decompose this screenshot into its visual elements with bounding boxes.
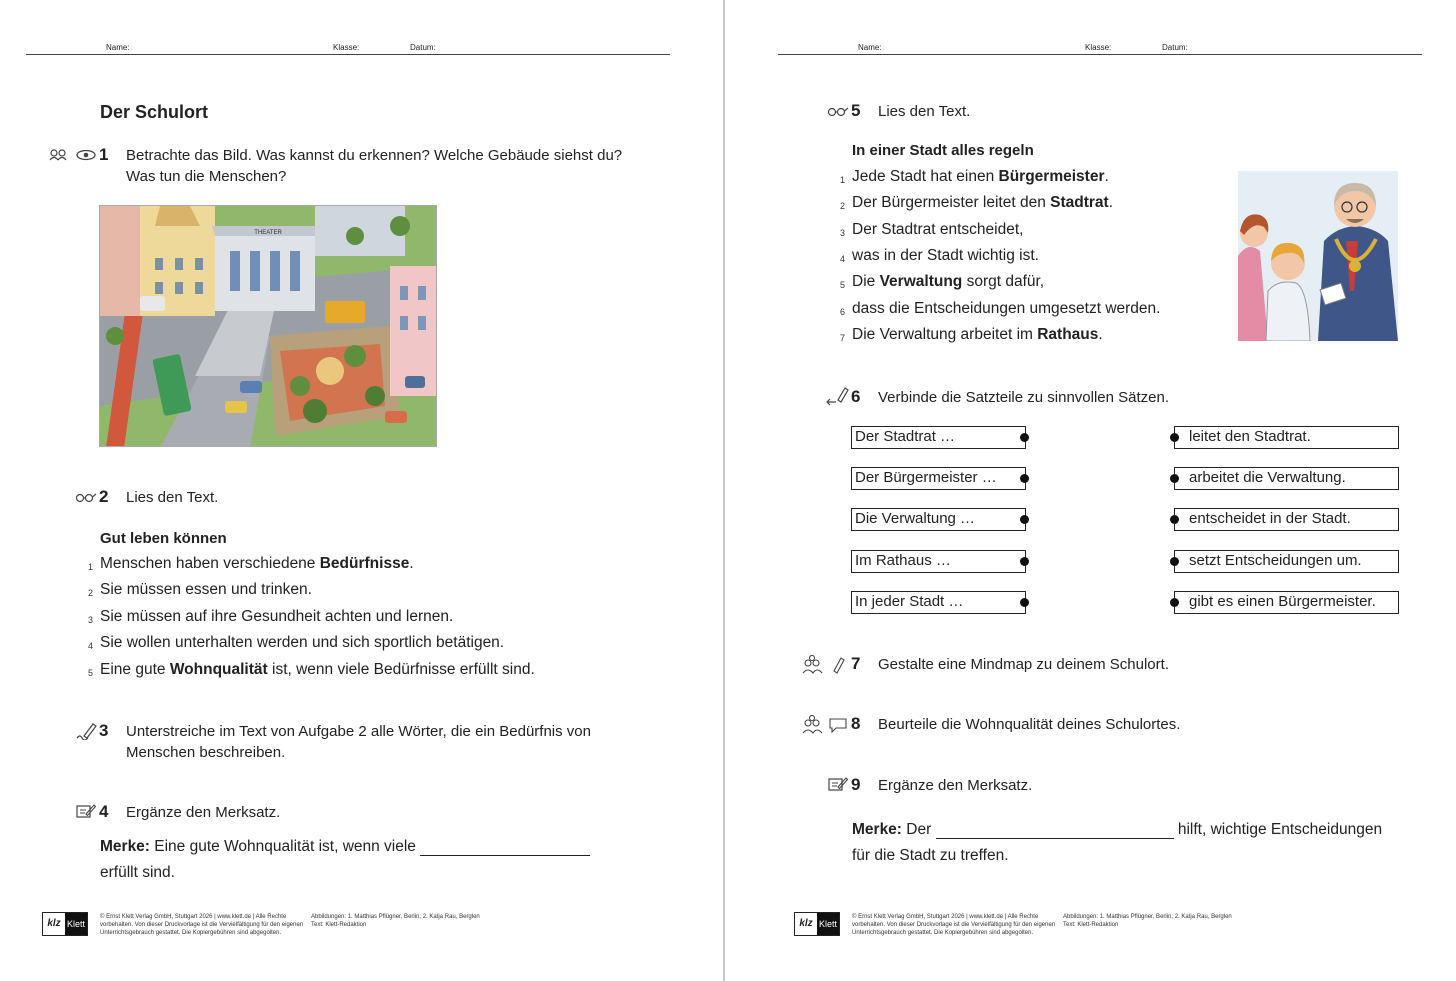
connect-dot[interactable] [1020, 515, 1029, 524]
merke-label: Merke: [852, 821, 902, 838]
city-illustration [99, 205, 437, 447]
connect-dot[interactable] [1020, 557, 1029, 566]
partner-work-icon [49, 148, 97, 166]
task-number-1: 1 [99, 145, 109, 164]
line-number: 2 [840, 201, 846, 211]
left-part-box: Im Rathaus … [851, 550, 1026, 573]
reading-glasses-icon [827, 105, 849, 121]
merke-sentence: Merke: Eine gute Wohnqualität ist, wenn viele [100, 838, 590, 856]
fill-in-blank[interactable] [936, 824, 1174, 839]
class-label: Klasse: [1085, 43, 1112, 52]
task-6-text: Verbinde die Satzteile zu sinnvollen Sätzen. [878, 389, 1170, 406]
task-number-4: 4 [99, 802, 109, 821]
connect-dot[interactable] [1170, 598, 1179, 607]
line-number: 4 [840, 254, 846, 264]
right-part-box: entscheidet in der Stadt. [1174, 508, 1399, 531]
left-part-box: Der Stadtrat … [851, 426, 1026, 449]
task-number-2: 2 [99, 487, 109, 506]
name-label: Name: [106, 43, 130, 52]
write-note-icon [828, 776, 848, 796]
copyright-text: © Ernst Klett Verlag GmbH, Stuttgart 2026 | www.klett.de | Alle Rechte vorbehalten. Von dieser Druckvorlage ist die Vervielfältigung für den eigenen Unterrichtsgebrauch gestattet. Die Kopiergebühren sind abgegolten. [852, 914, 1056, 936]
credits-text: Abbildungen: 1. Matthias Pflügner, Berlin; 2. Katja Rau, Berglen Text: Klett-Redaktion [1063, 914, 1232, 928]
line-number: 2 [88, 588, 94, 598]
task-number-3: 3 [99, 721, 109, 740]
reading-text-title: In einer Stadt alles regeln [852, 142, 1034, 159]
connect-pen-icon [826, 386, 850, 410]
reading-text-title: Gut leben können [100, 530, 227, 547]
text-line: Der Bürgermeister leitet den Stadtrat. [852, 194, 1114, 211]
text-line: Der Stadtrat entscheidet, [852, 221, 1024, 238]
task-4-text: Ergänze den Merksatz. [126, 804, 281, 821]
credits-text: Abbildungen: 1. Matthias Pflügner, Berlin; 2. Katja Rau, Berglen Text: Klett-Redaktion [311, 914, 480, 928]
connect-dot[interactable] [1020, 433, 1029, 442]
text-line: Jede Stadt hat einen Bürgermeister. [852, 168, 1109, 185]
merke-label: Merke: [100, 838, 150, 855]
line-number: 3 [88, 615, 94, 625]
line-number: 1 [88, 562, 94, 572]
task-number-7: 7 [851, 654, 861, 673]
right-part-box: gibt es einen Bürgermeister. [1174, 591, 1399, 614]
right-part-box: leitet den Stadtrat. [1174, 426, 1399, 449]
text-line: dass die Entscheidungen umgesetzt werden. [852, 300, 1161, 317]
page-divider [723, 0, 725, 981]
right-part-box: arbeitet die Verwaltung. [1174, 467, 1399, 490]
text-line: was in der Stadt wichtig ist. [852, 247, 1039, 264]
task-number-5: 5 [851, 101, 861, 120]
right-part-box: setzt Entscheidungen um. [1174, 550, 1399, 573]
klett-logo: klz Klett [42, 912, 88, 936]
connect-dot[interactable] [1170, 433, 1179, 442]
header-line [778, 43, 1422, 55]
line-number: 4 [88, 641, 94, 651]
left-part-box: In jeder Stadt … [851, 591, 1026, 614]
line-number: 1 [840, 175, 846, 185]
task-2-text: Lies den Text. [126, 489, 219, 506]
line-number: 5 [88, 668, 94, 678]
task-3-text: Unterstreiche im Text von Aufgabe 2 alle Wörter, die ein Bedürfnis von Menschen beschreiben. [126, 723, 591, 761]
task-number-6: 6 [851, 387, 861, 406]
left-part-box: Der Bürgermeister … [851, 467, 1026, 490]
connect-dot[interactable] [1020, 598, 1029, 607]
connect-dot[interactable] [1170, 557, 1179, 566]
merke-sentence: Merke: Der hilft, wichtige Entscheidungen [852, 821, 1383, 838]
task-1-text: Betrachte das Bild. Was kannst du erkennen? Welche Gebäude siehst du? Was tun die Menschen? [126, 147, 623, 185]
text-line: Sie wollen unterhalten werden und sich sportlich betätigen. [100, 634, 505, 651]
text-line: Die Verwaltung sorgt dafür, [852, 273, 1045, 290]
left-part-box: Die Verwaltung … [851, 508, 1026, 531]
task-9-text: Ergänze den Merksatz. [878, 777, 1033, 794]
text-line: Menschen haben verschiedene Bedürfnisse. [100, 555, 414, 572]
line-number: 7 [840, 333, 846, 343]
connect-dot[interactable] [1170, 515, 1179, 524]
line-number: 6 [840, 307, 846, 317]
task-8-text: Beurteile die Wohnqualität deines Schulortes. [878, 716, 1181, 733]
connect-dot[interactable] [1170, 474, 1179, 483]
name-label: Name: [858, 43, 882, 52]
underline-pen-icon [76, 722, 98, 744]
header-line [26, 43, 670, 55]
worksheet-page-left [0, 0, 724, 981]
text-line: Sie müssen essen und trinken. [100, 581, 312, 598]
text-line: Sie müssen auf ihre Gesundheit achten und lernen. [100, 608, 454, 625]
task-number-8: 8 [851, 714, 861, 733]
fill-in-blank[interactable] [420, 841, 590, 856]
group-discuss-icon [802, 715, 848, 739]
date-label: Datum: [410, 43, 436, 52]
group-work-icon [802, 655, 848, 679]
klett-logo: klz Klett [794, 912, 840, 936]
theater-sign: THEATER [254, 230, 282, 236]
reading-glasses-icon [75, 491, 97, 507]
mayor-illustration [1238, 171, 1398, 341]
date-label: Datum: [1162, 43, 1188, 52]
task-5-text: Lies den Text. [878, 103, 971, 120]
line-number: 5 [840, 280, 846, 290]
copyright-text: © Ernst Klett Verlag GmbH, Stuttgart 2026 | www.klett.de | Alle Rechte vorbehalten. Von dieser Druckvorlage ist die Vervielfältigung für den eigenen Unterrichtsgebrauch gestattet. Die Kopiergebühren sind abgegolten. [100, 914, 304, 936]
write-note-icon [76, 803, 96, 823]
text-line: Eine gute Wohnqualität ist, wenn viele Bedürfnisse erfüllt sind. [100, 661, 535, 678]
line-number: 3 [840, 228, 846, 238]
class-label: Klasse: [333, 43, 360, 52]
connect-dot[interactable] [1020, 474, 1029, 483]
page-title: Der Schulort [100, 102, 209, 122]
worksheet-page-right [726, 0, 1450, 981]
task-number-9: 9 [851, 775, 861, 794]
task-7-text: Gestalte eine Mindmap zu deinem Schulort. [878, 656, 1169, 673]
text-line: Die Verwaltung arbeitet im Rathaus. [852, 326, 1103, 343]
merke-sentence-end: erfüllt sind. [100, 864, 175, 881]
merke-sentence-end: für die Stadt zu treffen. [852, 847, 1009, 864]
